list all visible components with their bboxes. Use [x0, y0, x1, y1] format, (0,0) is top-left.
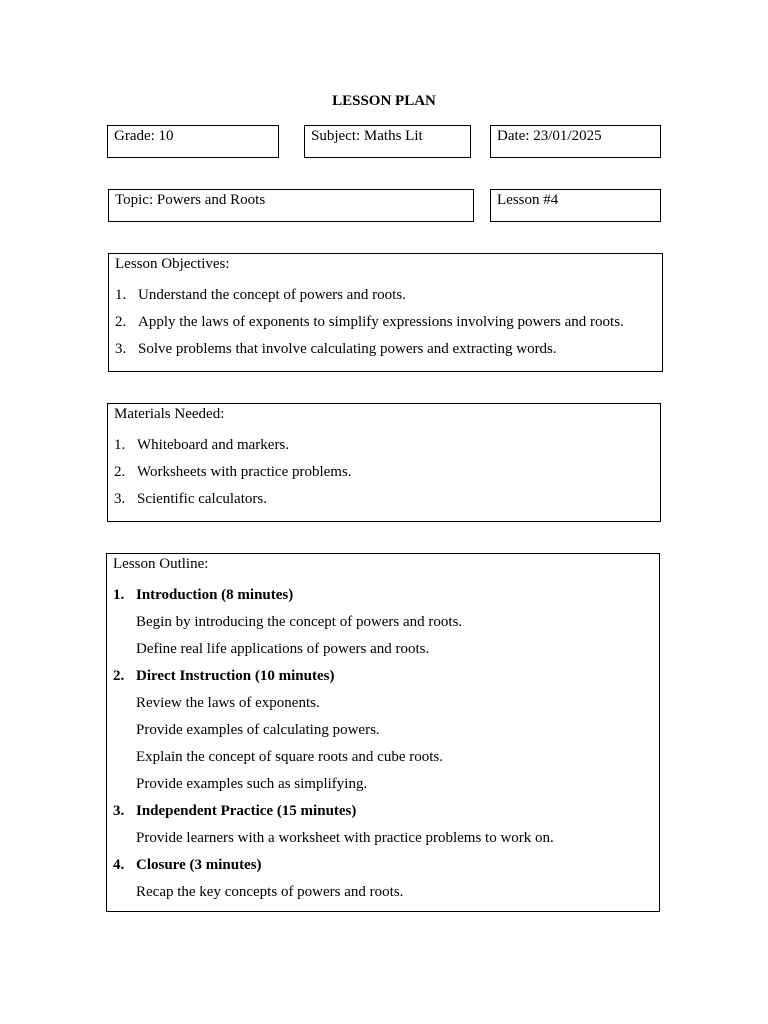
outline-step-detail [113, 640, 653, 667]
list-item-number: 3. [113, 803, 125, 819]
list-item-text: Scientific calculators. [137, 491, 267, 507]
list-item [115, 286, 656, 313]
materials-section [107, 403, 661, 522]
list-item-number: 2. [115, 314, 127, 330]
list-item-text: Independent Practice (15 minutes) [136, 803, 357, 819]
outline-step-detail [113, 748, 653, 775]
list-item-number: 1. [113, 587, 125, 603]
list-item-text: Worksheets with practice problems. [137, 464, 352, 480]
list-item-text: Solve problems that involve calculating powers and extracting words. [138, 341, 557, 357]
outline-section [106, 553, 660, 912]
materials-heading: Materials Needed: [114, 406, 225, 422]
lesson-number-box [490, 189, 661, 222]
topic-label: Topic: Powers and Roots [115, 192, 266, 208]
list-item-text: Direct Instruction (10 minutes) [136, 668, 335, 684]
outline-step-heading [113, 667, 653, 694]
list-item-text: Provide examples such as simplifying. [136, 776, 368, 792]
lesson-number-label: Lesson #4 [497, 192, 559, 208]
list-item-text: Whiteboard and markers. [137, 437, 290, 453]
list-item-text: Review the laws of exponents. [136, 695, 320, 711]
list-item-text: Provide examples of calculating powers. [136, 722, 380, 738]
list-item-number: 2. [114, 464, 126, 480]
objectives-section [108, 253, 663, 372]
page-title: LESSON PLAN [332, 93, 436, 109]
subject-label: Subject: Maths Lit [311, 128, 423, 144]
list-item [115, 313, 656, 340]
outline-step-detail [113, 694, 653, 721]
outline-list [113, 586, 653, 910]
outline-step-detail [113, 721, 653, 748]
list-item-text: Introduction (8 minutes) [136, 587, 294, 603]
outline-step-detail [113, 883, 653, 910]
objectives-list [115, 286, 656, 367]
outline-step-detail [113, 613, 653, 640]
outline-step-heading [113, 856, 653, 883]
outline-heading: Lesson Outline: [113, 556, 209, 572]
grade-label: Grade: 10 [114, 128, 174, 144]
list-item-number: 2. [113, 668, 125, 684]
grade-box [107, 125, 279, 158]
date-label: Date: 23/01/2025 [497, 128, 602, 144]
list-item-text: Closure (3 minutes) [136, 857, 262, 873]
list-item-text: Provide learners with a worksheet with practice problems to work on. [136, 830, 554, 846]
list-item-text: Recap the key concepts of powers and roots. [136, 884, 404, 900]
list-item-number: 3. [114, 491, 126, 507]
outline-step-detail [113, 775, 653, 802]
list-item-text: Explain the concept of square roots and cube roots. [136, 749, 443, 765]
list-item-text: Understand the concept of powers and roots. [138, 287, 406, 303]
list-item-text: Apply the laws of exponents to simplify expressions involving powers and roots. [138, 314, 624, 330]
list-item-number: 1. [114, 437, 126, 453]
subject-box [304, 125, 471, 158]
topic-box [108, 189, 474, 222]
outline-step-heading [113, 586, 653, 613]
outline-step-detail [113, 829, 653, 856]
list-item-number: 4. [113, 857, 125, 873]
objectives-heading: Lesson Objectives: [115, 256, 230, 272]
list-item-number: 1. [115, 287, 127, 303]
list-item [114, 490, 654, 517]
list-item [114, 463, 654, 490]
list-item-text: Begin by introducing the concept of powers and roots. [136, 614, 463, 630]
materials-list [114, 436, 654, 517]
list-item-number: 3. [115, 341, 127, 357]
outline-step-heading [113, 802, 653, 829]
date-box [490, 125, 661, 158]
list-item [114, 436, 654, 463]
list-item-text: Define real life applications of powers and roots. [136, 641, 430, 657]
list-item [115, 340, 656, 367]
